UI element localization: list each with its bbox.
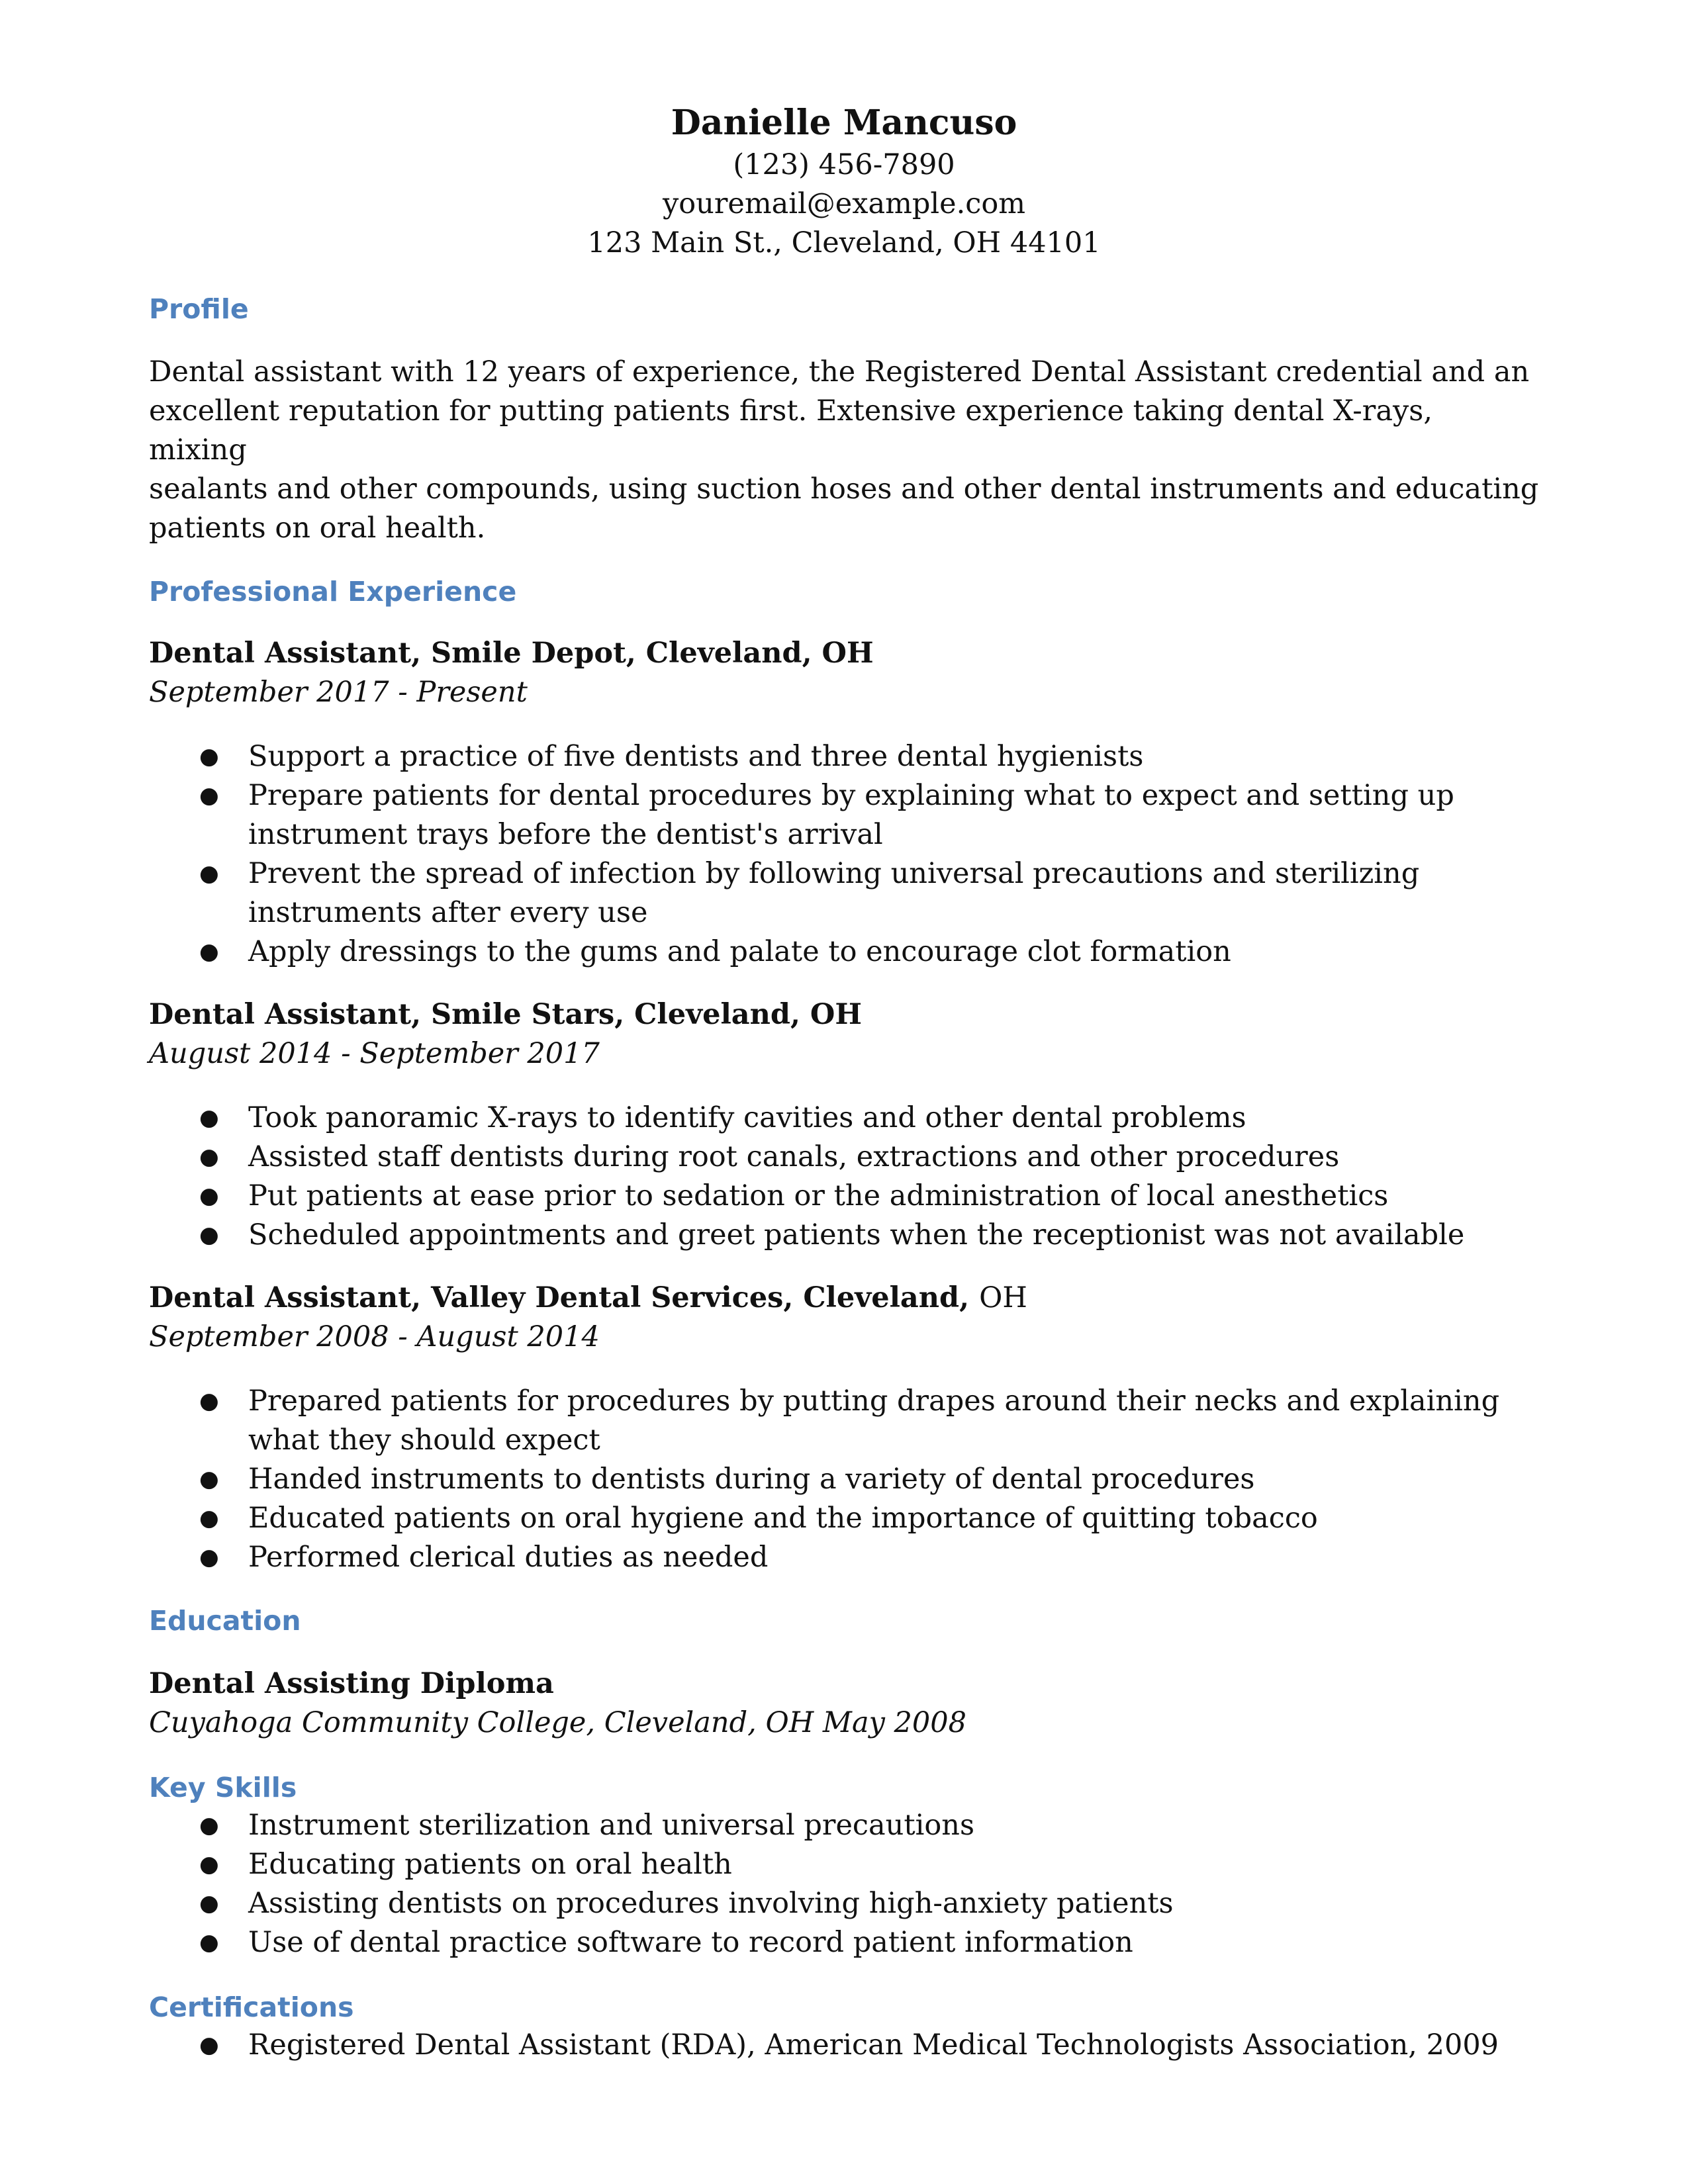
list-item: ● Educating patients on oral health	[149, 1845, 1539, 1884]
certifications-heading: Certifications	[149, 1991, 354, 2023]
job-dates: September 2008 - August 2014	[149, 1320, 600, 1353]
list-item: ● Took panoramic X-rays to identify cavities and other dental problems	[149, 1099, 1539, 1138]
bullet-icon: ●	[199, 743, 219, 770]
list-item: ● Handed instruments to dentists during a variety of dental procedures	[149, 1460, 1539, 1499]
list-item: ● Prepare patients for dental procedures by explaining what to expect and setting up instrument trays before the dentist's arrival	[149, 776, 1539, 854]
certifications-list	[149, 2026, 1539, 2065]
skills-heading: Key Skills	[149, 1772, 297, 1803]
candidate-name: Danielle Mancuso	[671, 103, 1017, 143]
resume-page	[149, 99, 1539, 2065]
job-entry	[149, 995, 1539, 1255]
job-duties-list	[149, 1099, 1539, 1255]
school-info: Cuyahoga Community College, Cleveland, OH May 2008	[149, 1706, 966, 1739]
list-item: ● Put patients at ease prior to sedation or the administration of local anesthetics	[149, 1177, 1539, 1216]
list-item: ● Scheduled appointments and greet patients when the receptionist was not available	[149, 1216, 1539, 1255]
job-title	[149, 995, 1539, 1034]
bullet-icon: ●	[199, 2032, 219, 2058]
resume-header	[149, 99, 1539, 263]
job-title-text: Dental Assistant, Smile Stars, Cleveland, OH	[149, 998, 862, 1031]
experience-section	[149, 573, 1539, 1577]
profile-summary	[149, 353, 1539, 548]
bullet-icon: ●	[199, 1851, 219, 1878]
bullet-icon: ●	[199, 1388, 219, 1414]
list-item: ● Prepared patients for procedures by putting drapes around their necks and explaining what they should expect	[149, 1382, 1539, 1460]
bullet-icon: ●	[199, 1505, 219, 1531]
list-item: ● Assisting dentists on procedures involving high-anxiety patients	[149, 1884, 1539, 1923]
list-item: ● Use of dental practice software to record patient information	[149, 1923, 1539, 1962]
bullet-icon: ●	[199, 938, 219, 965]
job-title-tail: OH	[979, 1281, 1027, 1314]
list-item: ● Performed clerical duties as needed	[149, 1538, 1539, 1577]
job-dates: August 2014 - September 2017	[149, 1037, 600, 1070]
list-item: ● Assisted staff dentists during root canals, extractions and other procedures	[149, 1138, 1539, 1177]
job-title	[149, 634, 1539, 673]
job-duties-list	[149, 1382, 1539, 1577]
skills-section	[149, 1769, 1539, 1962]
bullet-icon: ●	[199, 1466, 219, 1492]
bullet-icon: ●	[199, 1812, 219, 1839]
bullet-icon: ●	[199, 1105, 219, 1131]
profile-section	[149, 291, 1539, 548]
education-section	[149, 1602, 1539, 1743]
bullet-icon: ●	[199, 782, 219, 809]
list-item: ● Registered Dental Assistant (RDA), American Medical Technologists Association, 2009	[149, 2026, 1539, 2065]
skills-list	[149, 1806, 1539, 1962]
profile-line: sealants and other compounds, using suction hoses and other dental instruments and educating	[149, 473, 1539, 506]
list-item: ● Instrument sterilization and universal precautions	[149, 1806, 1539, 1845]
degree-title: Dental Assisting Diploma	[149, 1667, 554, 1700]
profile-line: patients on oral health.	[149, 512, 486, 545]
list-item: ● Apply dressings to the gums and palate to encourage clot formation	[149, 933, 1539, 972]
list-item: ● Support a practice of five dentists and three dental hygienists	[149, 737, 1539, 776]
bullet-icon: ●	[199, 1222, 219, 1248]
profile-line: excellent reputation for putting patients first. Extensive experience taking dental X-rays, mixing	[149, 394, 1433, 467]
phone-number: (123) 456-7890	[733, 148, 955, 181]
job-title	[149, 1279, 1539, 1318]
job-dates: September 2017 - Present	[149, 676, 528, 709]
experience-heading: Professional Experience	[149, 576, 517, 608]
job-entry	[149, 1279, 1539, 1577]
bullet-icon: ●	[199, 1144, 219, 1170]
profile-line: Dental assistant with 12 years of experience, the Registered Dental Assistant credential and an	[149, 355, 1530, 388]
job-duties-list	[149, 737, 1539, 972]
list-item: ● Educated patients on oral hygiene and the importance of quitting tobacco	[149, 1499, 1539, 1538]
mailing-address: 123 Main St., Cleveland, OH 44101	[587, 226, 1101, 259]
bullet-icon: ●	[199, 1183, 219, 1209]
bullet-icon: ●	[199, 1890, 219, 1917]
bullet-icon: ●	[199, 1544, 219, 1570]
bullet-icon: ●	[199, 860, 219, 887]
profile-heading: Profile	[149, 293, 249, 325]
email-address: youremail@example.com	[662, 187, 1026, 220]
bullet-icon: ●	[199, 1929, 219, 1956]
certifications-section	[149, 1989, 1539, 2065]
job-title-text: Dental Assistant, Valley Dental Services, Cleveland,	[149, 1281, 970, 1314]
education-heading: Education	[149, 1605, 301, 1637]
job-entry	[149, 634, 1539, 972]
job-title-text: Dental Assistant, Smile Depot, Cleveland, OH	[149, 637, 874, 670]
list-item: ● Prevent the spread of infection by following universal precautions and sterilizing instruments after every use	[149, 854, 1539, 933]
